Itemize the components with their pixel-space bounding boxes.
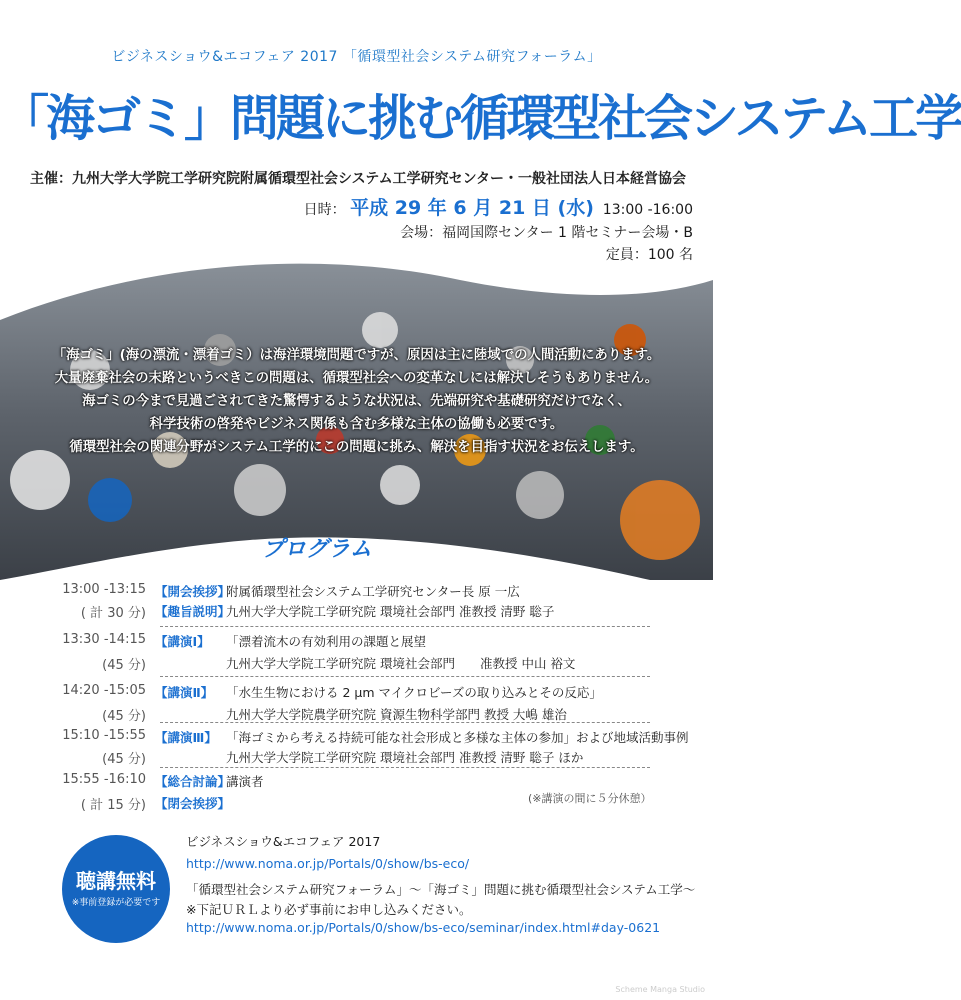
row-time: 15:55 -16:10 xyxy=(62,772,146,787)
capacity-line: 定員：100 名 xyxy=(605,247,693,263)
intro-line: 「海ゴミ」(海の漂流・漂着ゴミ）は海洋環境問題ですが、原因は主に陸域での人間活動にあります。 xyxy=(52,348,661,363)
intro-line: 大量廃棄社会の末路というべきこの問題は、循環型社会への変革なしには解決しそうもありません。 xyxy=(54,371,659,386)
row-text: 九州大学大学院工学研究院 環境社会部門 准教授 清野 聡子 ほか xyxy=(226,750,584,765)
row-duration: (45 分) xyxy=(102,658,146,673)
divider xyxy=(160,626,650,627)
break-note: (※講演の間に５分休憩） xyxy=(528,792,652,805)
organizer-line: 主催：九州大学大学院工学研究院附属循環型社会システム工学研究センター・一般社団法人日本経営協会 xyxy=(30,171,687,187)
row-time: 14:20 -15:05 xyxy=(62,683,146,698)
row-tag: 【趣旨説明】 xyxy=(155,604,231,619)
info-notice: ※下記ＵＲＬより必ず事前にお申し込みください。 xyxy=(186,902,472,917)
row-text: 九州大学大学院工学研究院 環境社会部門 准教授 清野 聡子 xyxy=(226,604,555,619)
row-tag: 【閉会挨拶】 xyxy=(155,796,231,811)
row-duration: (45 分) xyxy=(102,709,146,724)
row-duration: ( 計 15 分) xyxy=(80,798,146,813)
info-link-1[interactable]: http://www.noma.or.jp/Portals/0/show/bs-eco/ xyxy=(186,856,470,871)
time-value: 13:00 -16:00 xyxy=(602,202,693,218)
badge-sub-text: ※事前登録が必要です xyxy=(71,898,161,908)
row-tag: 【講演Ⅱ】 xyxy=(155,685,214,700)
row-time: 15:10 -15:55 xyxy=(62,728,146,743)
row-text: 「海ゴミから考える持続可能な社会形成と多様な主体の参加」および地域活動事例 xyxy=(226,730,689,745)
event-subtitle: ビジネスショウ&エコフェア 2017 「循環型社会システム研究フォーラム」 xyxy=(111,49,602,65)
row-text: 九州大学大学院農学研究院 資源生物科学部門 教授 大嶋 雄治 xyxy=(226,707,567,722)
row-text: 九州大学大学院工学研究院 環境社会部門 准教授 中山 裕文 xyxy=(226,656,576,671)
intro-line: 科学技術の啓発やビジネス関係も含む多様な主体の協働も必要です。 xyxy=(149,417,564,432)
date-label: 日時： xyxy=(303,202,346,218)
badge-main-text: 聴講無料 xyxy=(76,869,156,893)
row-text: 講演者 xyxy=(226,774,264,789)
row-text: 附属循環型社会システム工学研究センター長 原 一広 xyxy=(226,584,520,599)
row-tag: 【講演Ⅰ】 xyxy=(155,634,210,649)
program-title: プログラム xyxy=(262,537,372,562)
info-link-2[interactable]: http://www.noma.or.jp/Portals/0/show/bs-eco/seminar/index.html#day-0621 xyxy=(186,920,661,935)
intro-text xyxy=(0,344,713,459)
row-time: 13:30 -14:15 xyxy=(62,632,146,647)
free-admission-badge xyxy=(62,835,170,943)
page-title: 「海ゴミ」問題に挑む循環型社会システム工学 xyxy=(0,90,961,147)
info-event-name: ビジネスショウ&エコフェア 2017 xyxy=(186,834,381,849)
watermark: Scheme Manga Studio xyxy=(615,985,705,994)
row-text: 「水生生物における 2 μm マイクロビーズの取り込みとその反応」 xyxy=(226,685,602,700)
intro-line: 循環型社会の関連分野がシステム工学的にこの問題に挑み、解決を目指す状況をお伝えします。 xyxy=(69,440,644,455)
row-tag: 【開会挨拶】 xyxy=(155,584,231,599)
divider xyxy=(160,676,650,677)
row-duration: ( 計 30 分) xyxy=(80,606,146,621)
venue-line: 会場：福岡国際センター 1 階セミナー会場・B xyxy=(400,225,693,241)
divider xyxy=(160,767,650,768)
row-text: 「漂着流木の有効利用の課題と展望 xyxy=(226,634,427,649)
info-forum-name: 「循環型社会システム研究フォーラム」～「海ゴミ」問題に挑む循環型社会システム工学～ xyxy=(186,882,696,897)
row-time: 13:00 -13:15 xyxy=(62,582,146,597)
row-duration: (45 分) xyxy=(102,752,146,767)
date-value: 平成 29 年 6 月 21 日 (水) xyxy=(350,197,594,219)
date-line xyxy=(304,193,693,220)
row-tag: 【総合討論】 xyxy=(155,774,231,789)
row-tag: 【講演Ⅲ】 xyxy=(155,730,217,745)
divider xyxy=(160,722,650,723)
intro-line: 海ゴミの今まで見過ごされてきた驚愕するような状況は、先端研究や基礎研究だけでなく、 xyxy=(82,394,631,409)
